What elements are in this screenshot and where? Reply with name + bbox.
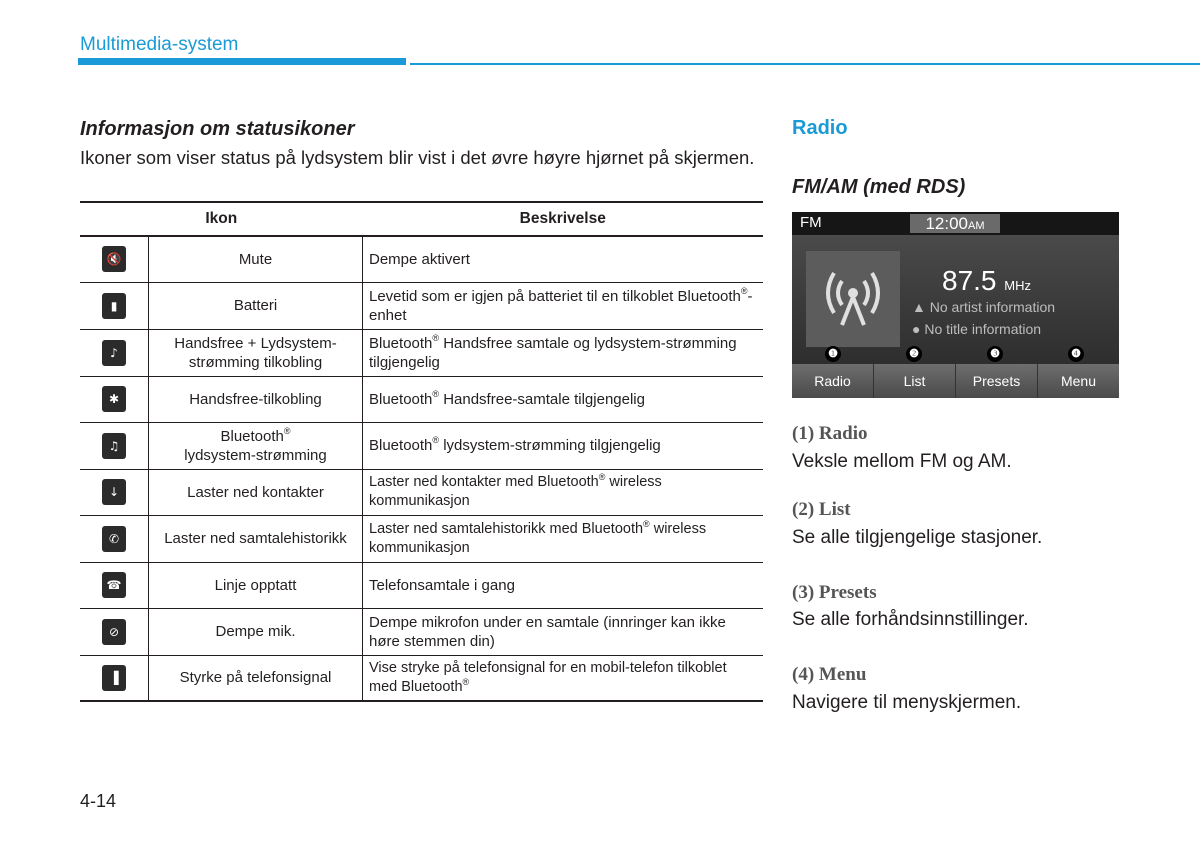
header-rule xyxy=(410,63,1200,65)
icon-name: Bluetooth® lydsystem-strømming xyxy=(149,422,363,469)
list-button[interactable]: List xyxy=(874,364,956,398)
marker-4: ❹ xyxy=(1068,346,1084,362)
disc-icon: ● xyxy=(912,321,921,337)
item-desc-menu: Navigere til menyskjermen. xyxy=(792,692,1022,713)
radio-screen xyxy=(792,212,1119,398)
radio-button[interactable]: Radio xyxy=(792,364,874,398)
icon-description: Vise stryke på telefonsignal for en mobil-telefon tilkoblet med Bluetooth® xyxy=(363,655,764,701)
table-row xyxy=(80,608,763,655)
mic-mute-icon: ⊘ xyxy=(102,619,126,645)
marker-row xyxy=(792,346,1119,362)
screen-main xyxy=(792,235,1119,364)
icon-description: Levetid som er igjen på batteriet til en tilkoblet Bluetooth®-enhet xyxy=(363,282,764,329)
icon-name: Mute xyxy=(149,236,363,282)
item-title-presets: (3) Presets xyxy=(792,582,877,603)
bluetooth-handsfree-audio-icon: ♪ xyxy=(102,340,126,366)
marker-2: ❷ xyxy=(906,346,922,362)
bluetooth-audio-icon: ♫ xyxy=(102,433,126,459)
screen-status-bar xyxy=(792,212,1119,235)
fm-am-heading: FM/AM (med RDS) xyxy=(792,176,966,198)
artist-info: ▲ No artist information xyxy=(912,299,1056,315)
screen-button-bar xyxy=(792,364,1119,398)
icon-description: Bluetooth® Handsfree samtale og lydsystem-strømming tilgjengelig xyxy=(363,329,764,376)
title-info: ● No title information xyxy=(912,321,1042,337)
table-row xyxy=(80,282,763,329)
table-row xyxy=(80,422,763,469)
icon-description: Bluetooth® lydsystem-strømming tilgjengelig xyxy=(363,422,764,469)
table-row xyxy=(80,655,763,701)
battery-icon: ▮ xyxy=(102,293,126,319)
status-icon-table xyxy=(80,201,763,702)
frequency: 87.5 MHz xyxy=(942,265,1031,296)
table-row xyxy=(80,469,763,515)
icon-name: Styrke på telefonsignal xyxy=(149,655,363,701)
marker-1: ❶ xyxy=(825,346,841,362)
icon-name: Handsfree + Lydsystem-strømming tilkobling xyxy=(149,329,363,376)
broadcast-antenna-icon xyxy=(806,251,900,347)
table-row xyxy=(80,236,763,282)
call-history-download-icon: ✆ xyxy=(102,526,126,552)
col-header-description: Beskrivelse xyxy=(363,202,764,236)
marker-3: ❸ xyxy=(987,346,1003,362)
item-desc-presets: Se alle forhåndsinnstillinger. xyxy=(792,609,1029,630)
person-icon: ▲ xyxy=(912,299,926,315)
icon-name: Batteri xyxy=(149,282,363,329)
header-title: Multimedia-system xyxy=(80,34,239,55)
icon-name: Laster ned samtalehistorikk xyxy=(149,515,363,562)
item-title-list: (2) List xyxy=(792,499,851,520)
icon-description: Laster ned samtalehistorikk med Bluetooth® wireless kommunikasjon xyxy=(363,515,764,562)
icon-name: Linje opptatt xyxy=(149,562,363,608)
item-desc-radio: Veksle mellom FM og AM. xyxy=(792,451,1012,472)
icon-name: Handsfree-tilkobling xyxy=(149,376,363,422)
clock: 12:00AM xyxy=(910,214,1000,233)
band-label: FM xyxy=(800,214,822,231)
signal-strength-icon: ▐ xyxy=(102,665,126,691)
contacts-download-icon: ↓ xyxy=(102,479,126,505)
header-bar xyxy=(78,58,406,65)
icon-description: Laster ned kontakter med Bluetooth® wireless kommunikasjon xyxy=(363,469,764,515)
status-intro: Ikoner som viser status på lydsystem blir vist i det øvre høyre hjørnet på skjermen. xyxy=(80,147,755,168)
icon-description: Bluetooth® Handsfree-samtale tilgjengelig xyxy=(363,376,764,422)
line-busy-icon: ☎ xyxy=(102,572,126,598)
page-number: 4-14 xyxy=(80,791,117,811)
item-desc-list: Se alle tilgjengelige stasjoner. xyxy=(792,527,1043,548)
item-title-radio: (1) Radio xyxy=(792,423,868,444)
mute-icon: 🔇 xyxy=(102,246,126,272)
icon-name: Dempe mik. xyxy=(149,608,363,655)
table-row xyxy=(80,515,763,562)
presets-button[interactable]: Presets xyxy=(956,364,1038,398)
item-title-menu: (4) Menu xyxy=(792,664,867,685)
bluetooth-handsfree-icon: ✱ xyxy=(102,386,126,412)
menu-button[interactable]: Menu xyxy=(1038,364,1119,398)
icon-description: Dempe mikrofon under en samtale (innringer kan ikke høre stemmen din) xyxy=(363,608,764,655)
icon-name: Laster ned kontakter xyxy=(149,469,363,515)
radio-heading: Radio xyxy=(792,117,848,139)
status-heading: Informasjon om statusikoner xyxy=(80,118,355,140)
table-row xyxy=(80,329,763,376)
table-row xyxy=(80,376,763,422)
table-row xyxy=(80,562,763,608)
col-header-icon: Ikon xyxy=(80,202,363,236)
icon-description: Dempe aktivert xyxy=(363,236,764,282)
icon-description: Telefonsamtale i gang xyxy=(363,562,764,608)
